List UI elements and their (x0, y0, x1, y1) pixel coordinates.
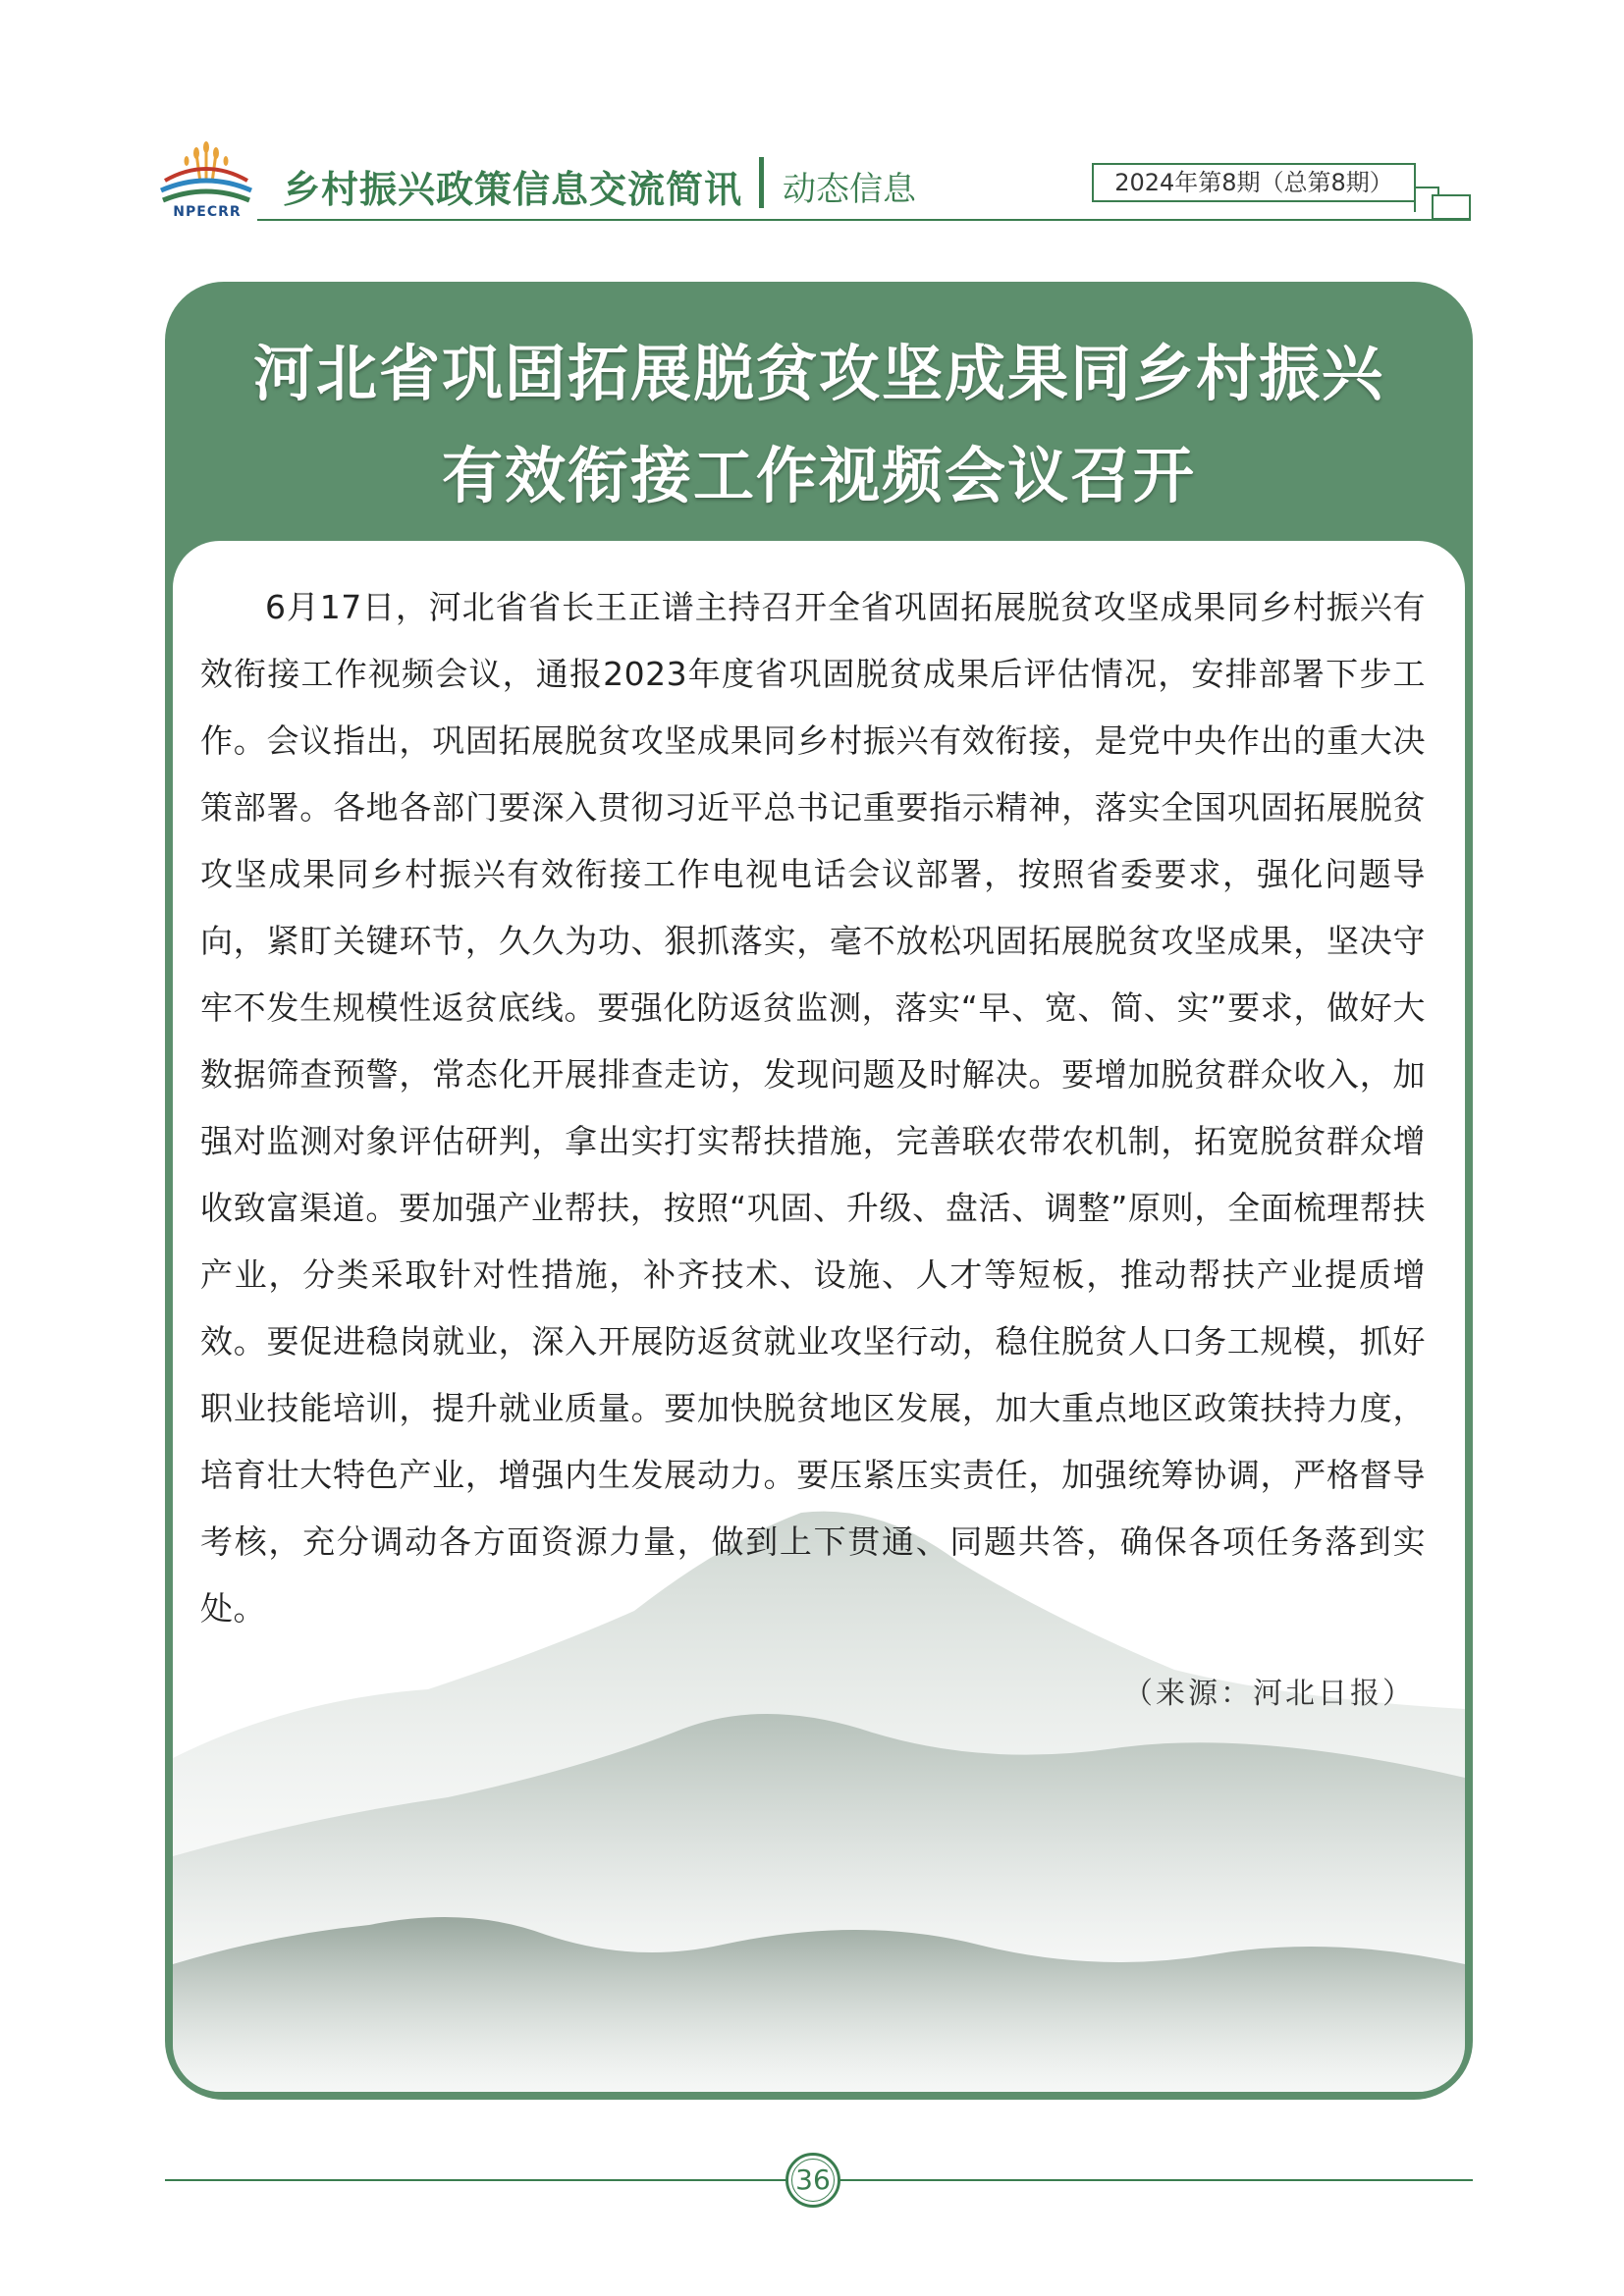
article-title (165, 323, 1473, 527)
page-number: 36 (785, 2153, 840, 2208)
section-name: 动态信息 (783, 170, 916, 209)
header-divider (759, 157, 764, 208)
publication-title: 乡村振兴政策信息交流简讯 (283, 168, 743, 211)
logo-text: NPECRR (173, 204, 242, 220)
article-title-line-2: 有效衔接工作视频会议召开 (441, 440, 1196, 511)
issue-badge: 2024年第8期（总第8期） (1092, 163, 1416, 202)
article-body-text: 6月17日，河北省省长王正谱主持召开全省巩固拓展脱贫攻坚成果同乡村振兴有效衔接工作视频会议，通报2023年度省巩固脱贫成果后评估情况，安排部署下步工作。会议指出，巩固拓展脱贫攻坚成果同乡村振兴有效衔接，是党中央作出的重大决策部署。各地各部门要深入贯彻习近平总书记重要指示精神，落实全国巩固拓展脱贫攻坚成果同乡村振兴有效衔接工作电视电话会议部署，按照省委要求，强化问题导向，紧盯关键环节，久久为功、狠抓落实，毫不放松巩固拓展脱贫攻坚成果，坚决守牢不发生规模性返贫底线。要强化防返贫监测，落实“早、宽、简、实”要求，做好大数据筛查预警，常态化开展排查走访，发现问题及时解决。要增加脱贫群众收入，加强对监测对象评估研判，拿出实打实帮扶措施，完善联农带农机制，拓宽脱贫群众增收致富渠道。要加强产业帮扶，按照“巩固、升级、盘活、调整”原则，全面梳理帮扶产业，分类采取针对性措施，补齐技术、设施、人才等短板，推动帮扶产业提质增效。要促进稳岗就业，深入开展防返贫就业攻坚行动，稳住脱贫人口务工规模，抓好职业技能培训，提升就业质量。要加快脱贫地区发展，加大重点地区政策扶持力度，培育壮大特色产业，增强内生发展动力。要压紧压实责任，加强统筹协调，严格督导考核，充分调动各方面资源力量，做到上下贯通、同题共答，确保各项任务落到实处。 (200, 588, 1426, 1628)
issue-decoration (1432, 194, 1471, 220)
article-title-line-1: 河北省巩固拓展脱贫攻坚成果同乡村振兴 (252, 338, 1384, 409)
article-source: （来源：河北日报） (1123, 1677, 1415, 1711)
header-rule (257, 219, 1471, 221)
